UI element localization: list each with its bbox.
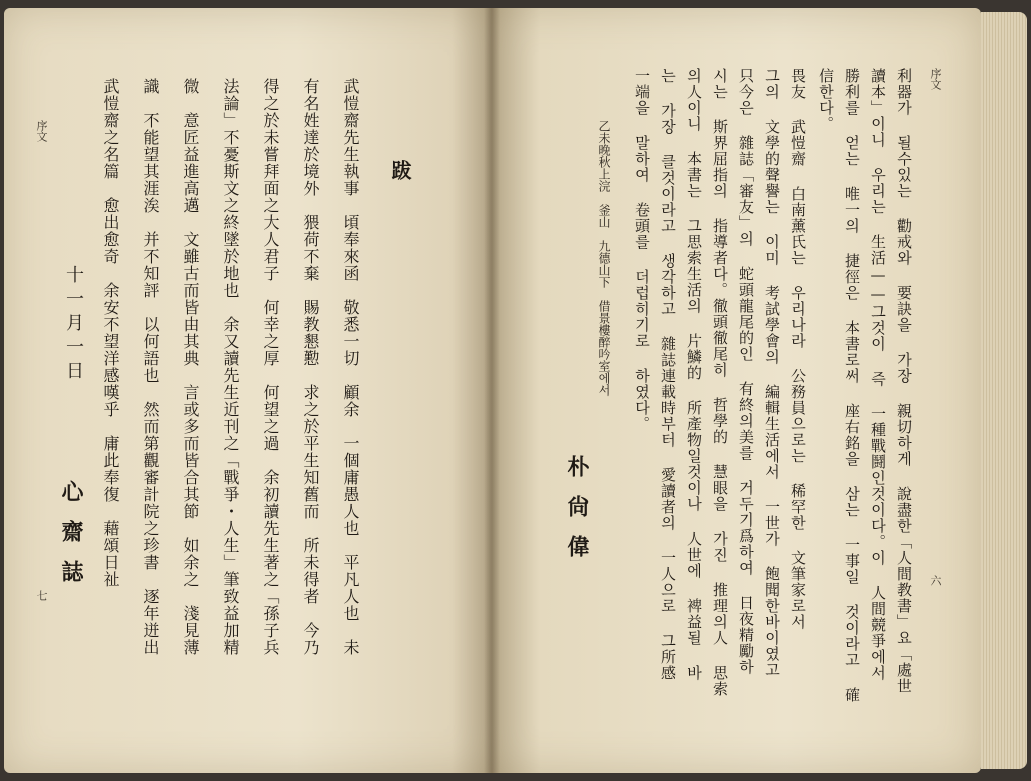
body-column: 畏友 武愷齋 白南薰氏는 우리나라 公務員으로는 稀罕한 文筆家로서 [789,68,807,630]
section-title: 跋 [388,160,412,180]
author-name: 朴尙偉 [564,455,590,575]
right-running-head: 序文 [929,68,942,90]
body-column: 武愷齋之名篇 愈出愈奇 余安不望洋感嘆乎 庸此奉復 藉頌日祉 [101,78,120,588]
letter-date: 十一月一日 [63,265,84,385]
body-column: 는 가장 클것이라고 생각하고 雜誌連載時부터 愛讀者의 一人으로 그所感 [659,68,677,681]
body-column: 得之於未嘗拜面之大人君子 何幸之厚 何望之過 余初讀先生著之「孫子兵 [261,78,280,656]
body-column: 只今은 雜誌「審友」의 蛇頭龍尾的인 有終의美를 거두기爲하여 日夜精勵하 [737,68,755,675]
body-column: 信한다。 [817,68,835,132]
right-page-number: 六 [929,575,942,586]
body-column: 一端을 말하여 卷頭를 더럽히기로 하였다。 [633,68,651,432]
left-page [4,8,491,773]
body-column: 微 意匠益進高邁 文雖古而皆由其典 言或多而皆合其節 如余之 淺見薄 [181,78,200,656]
page-stack-edge [981,12,1027,769]
body-column: 그의 文學的聲譽는 이미 考試學會의 編輯生活에서 一世가 飽聞한바이였고 [763,68,781,678]
left-running-head: 序文 [35,120,48,142]
body-column: 識 不能望其涯涘 并不知評 以何語也 然而第觀審計院之珍書 逐年迸出 [141,78,160,656]
signature: 心齋誌 [58,480,84,600]
body-column: 武愷齋先生執事 頃奉來函 敬悉一切 顧余 一個庸愚人也 平凡人也 未 [341,78,360,656]
body-column: 의人이니 本書는 그思索生活의 片鱗的 所產物일것이나 人世에 裨益될 바 [685,68,703,681]
book-gutter [484,8,500,773]
body-column: 勝利를 얻는 唯一의 捷徑은 本書로써 座右銘을 삼는 一事일 것이라고 確 [843,68,861,703]
body-column: 法論」不憂斯文之終墜於地也 余又讀先生近刊之「戰爭・人生」筆致益加精 [221,78,240,656]
body-column: 有名姓達於境外 猥荷不棄 賜教懇懃 求之於平生知舊而 所未得者 今乃 [301,78,320,656]
date-line: 乙未晚秋上浣 釜山 九德山下 借景樓醉吟室에서 [597,120,611,396]
body-column: 利器가 될수있는 勸戒와 要訣을 가장 親切하게 說盡한「人間教書」요「處世 [895,68,913,694]
left-page-number: 七 [35,590,48,601]
body-column: 讀本」이니 우리는 生活——그것이 즉 一種戰鬪인것이다。이 人間競爭에서 [869,68,887,681]
body-column: 시는 斯界屈指의 指導者다。徹頭徹尾히 哲學的 慧眼을 가진 推理의人 思索 [711,68,729,697]
